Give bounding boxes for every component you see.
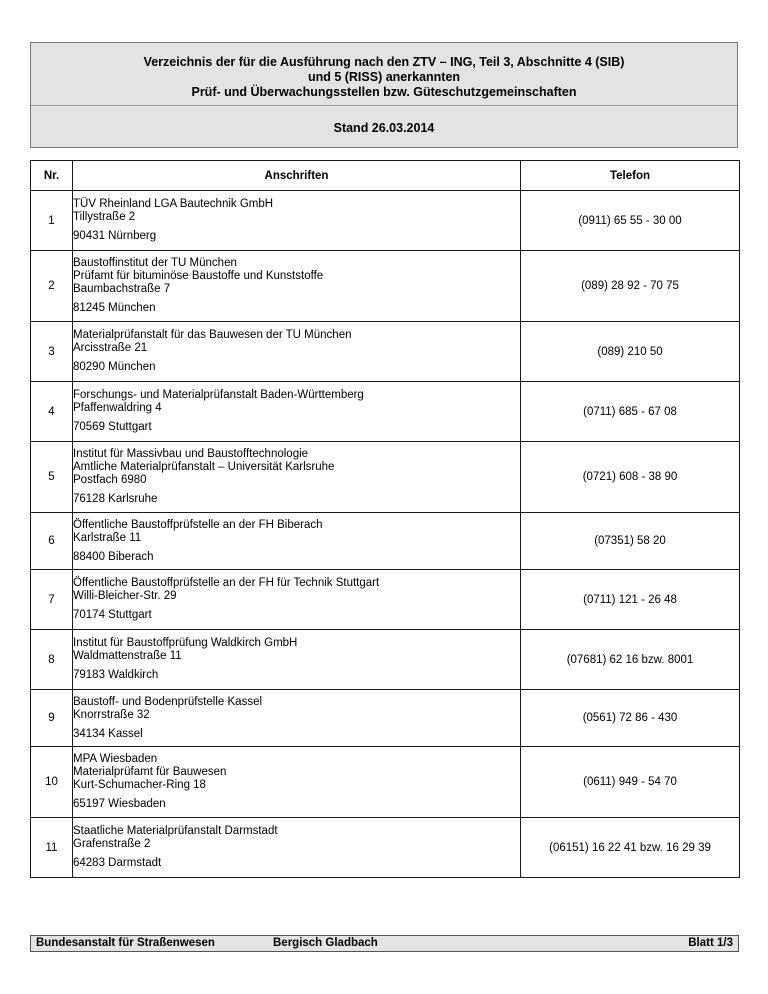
address-line: Karlstraße 11	[73, 531, 142, 544]
phone-number: (089) 28 92 - 70 75	[521, 251, 740, 322]
address-city: 79183 Waldkirch	[73, 669, 159, 681]
address-cell	[73, 818, 521, 878]
address-line: Materialprüfanstalt für das Bauwesen der TU München	[73, 329, 352, 341]
address-cell	[73, 191, 521, 251]
address-city: 76128 Karlsruhe	[73, 493, 158, 505]
address-line: Baustoff- und Bodenprüfstelle Kassel	[73, 695, 263, 708]
row-number: 2	[31, 251, 73, 322]
table-header-row	[31, 161, 740, 191]
address-city: 70174 Stuttgart	[73, 609, 152, 621]
phone-number: (0711) 685 - 67 08	[521, 382, 740, 442]
address-line: Amtliche Materialprüfanstalt – Universität Karlsruhe	[73, 461, 335, 473]
address-line: Pfaffenwaldring 4	[73, 402, 162, 414]
column-header-nr: Nr.	[31, 161, 73, 191]
address-city: 81245 München	[73, 302, 156, 314]
address-line: Materialprüfamt für Bauwesen	[73, 766, 227, 778]
address-cell	[73, 513, 521, 570]
address-line: Knorrstraße 32	[73, 708, 150, 721]
address-line: Grafenstraße 2	[73, 838, 151, 850]
footer-location: Bergisch Gladbach	[273, 937, 378, 949]
row-number: 1	[31, 191, 73, 251]
table-row	[31, 322, 740, 382]
table-row	[31, 818, 740, 878]
phone-number: (0721) 608 - 38 90	[521, 442, 740, 513]
row-number: 4	[31, 382, 73, 442]
address-cell	[73, 251, 521, 322]
address-line: Öffentliche Baustoffprüfstelle an der FH für Technik Stuttgart	[73, 577, 380, 589]
phone-number: (0711) 121 - 26 48	[521, 570, 740, 630]
address-city: 65197 Wiesbaden	[73, 798, 166, 810]
phone-number: (07681) 62 16 bzw. 8001	[521, 630, 740, 690]
address-line: TÜV Rheinland LGA Bautechnik GmbH	[73, 198, 274, 210]
address-line: Institut für Massivbau und Baustofftechnologie	[73, 448, 309, 460]
address-line: Willi-Bleicher-Str. 29	[73, 590, 177, 602]
document-title	[31, 55, 737, 100]
footer-institution: Bundesanstalt für Straßenwesen	[36, 937, 215, 949]
table-row	[31, 191, 740, 251]
address-city: 70569 Stuttgart	[73, 421, 152, 433]
address-line: Kurt-Schumacher-Ring 18	[73, 779, 206, 791]
address-line: MPA Wiesbaden	[73, 753, 158, 765]
row-number: 6	[31, 513, 73, 570]
page-footer	[30, 935, 739, 952]
row-number: 10	[31, 747, 73, 818]
title-line: und 5 (RISS) anerkannten	[307, 70, 461, 84]
table-row	[31, 630, 740, 690]
address-city: 64283 Darmstadt	[73, 857, 162, 869]
address-line: Institut für Baustoffprüfung Waldkirch GmbH	[73, 637, 298, 649]
table-row	[31, 513, 740, 570]
row-number: 8	[31, 630, 73, 690]
address-cell	[73, 322, 521, 382]
table-row	[31, 570, 740, 630]
address-cell	[73, 690, 521, 747]
footer-page-number: Blatt 1/3	[688, 937, 733, 949]
address-line: Forschungs- und Materialprüfanstalt Baden-Württemberg	[73, 389, 364, 401]
column-header-anschriften: Anschriften	[73, 161, 521, 191]
table-row	[31, 382, 740, 442]
directory-table	[30, 160, 740, 878]
address-city: 34134 Kassel	[73, 727, 143, 740]
address-line: Arcisstraße 21	[73, 342, 148, 354]
address-city: 88400 Biberach	[73, 550, 154, 563]
phone-number: (089) 210 50	[521, 322, 740, 382]
address-line: Öffentliche Baustoffprüfstelle an der FH Biberach	[73, 518, 323, 531]
address-line: Tillystraße 2	[73, 211, 136, 223]
phone-number: (0911) 65 55 - 30 00	[521, 191, 740, 251]
title-line: Verzeichnis der für die Ausführung nach den ZTV – ING, Teil 3, Abschnitte 4 (SIB)	[143, 55, 625, 69]
row-number: 7	[31, 570, 73, 630]
row-number: 3	[31, 322, 73, 382]
table-row	[31, 251, 740, 322]
phone-number: (07351) 58 20	[521, 513, 740, 570]
phone-number: (06151) 16 22 41 bzw. 16 29 39	[521, 818, 740, 878]
table-row	[31, 442, 740, 513]
address-cell	[73, 382, 521, 442]
address-cell	[73, 747, 521, 818]
address-city: 80290 München	[73, 361, 156, 373]
document-header	[30, 42, 738, 148]
row-number: 5	[31, 442, 73, 513]
stand-date: Stand 26.03.2014	[333, 121, 435, 135]
address-cell	[73, 442, 521, 513]
address-line: Postfach 6980	[73, 474, 147, 486]
address-line: Waldmattenstraße 11	[73, 650, 182, 662]
title-line: Prüf- und Überwachungsstellen bzw. Güteschutzgemeinschaften	[191, 85, 577, 99]
phone-number: (0611) 949 - 54 70	[521, 747, 740, 818]
address-line: Staatliche Materialprüfanstalt Darmstadt	[73, 825, 278, 837]
table-row	[31, 747, 740, 818]
header-divider	[31, 105, 737, 106]
address-cell	[73, 630, 521, 690]
row-number: 9	[31, 690, 73, 747]
address-city: 90431 Nürnberg	[73, 230, 157, 242]
address-line: Baustoffinstitut der TU München	[73, 257, 237, 269]
phone-number: (0561) 72 86 - 430	[521, 690, 740, 747]
address-cell	[73, 570, 521, 630]
address-line: Prüfamt für bituminöse Baustoffe und Kunststoffe	[73, 270, 324, 282]
table-row	[31, 690, 740, 747]
address-line: Baumbachstraße 7	[73, 283, 171, 295]
column-header-telefon: Telefon	[521, 161, 740, 191]
row-number: 11	[31, 818, 73, 878]
